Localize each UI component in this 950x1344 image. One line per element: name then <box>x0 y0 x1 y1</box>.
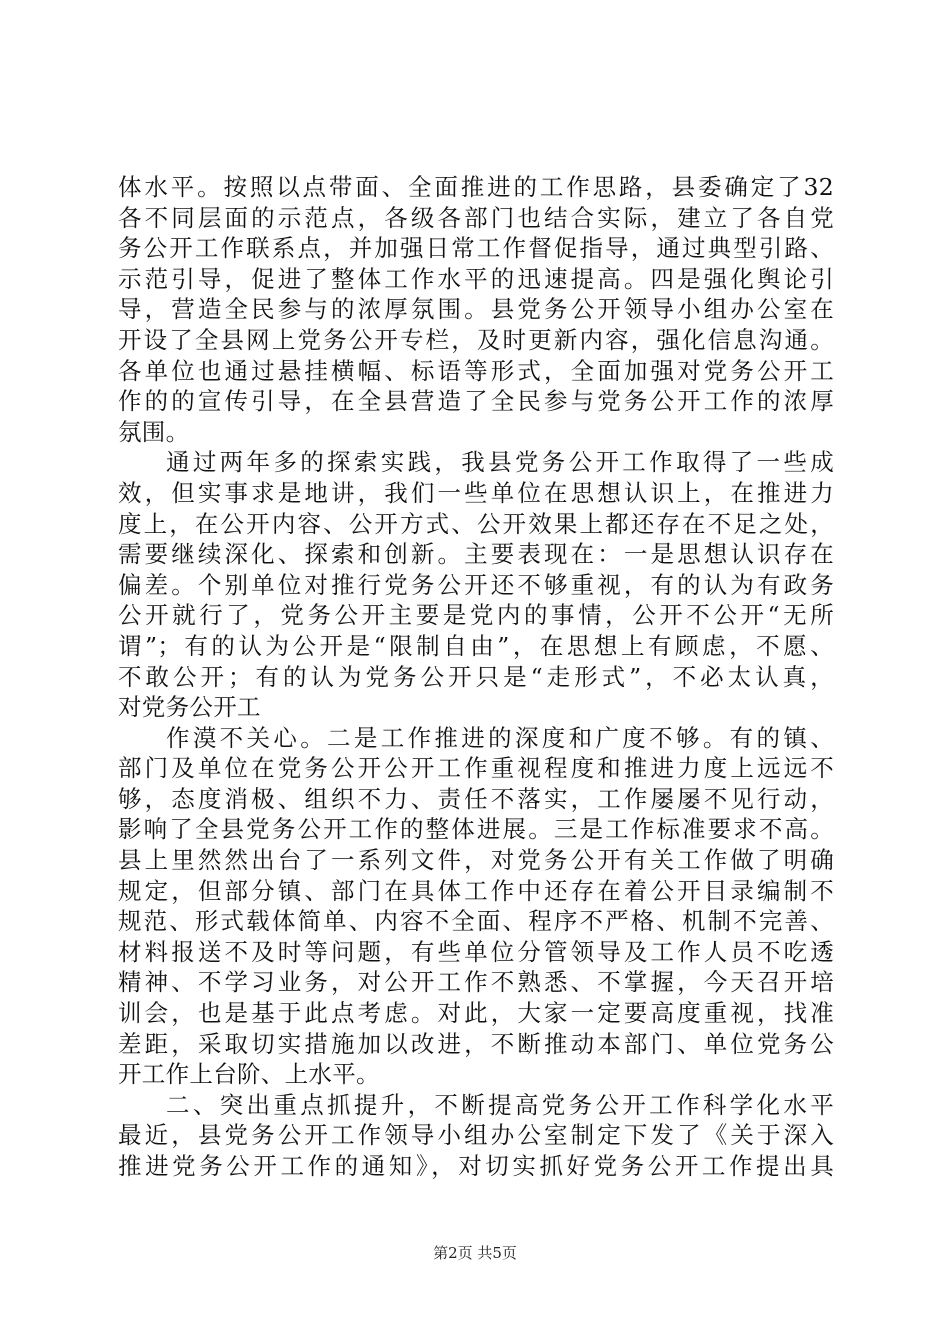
text-line: 作漠不关心。二是工作推进的深度和广度不够。有的镇、 <box>166 723 834 752</box>
text-line: 影响了全县党务公开工作的整体进展。三是工作标准要求不高。 <box>118 815 834 844</box>
text-line: 规范、形式载体简单、内容不全面、程序不严格、机制不完善、 <box>118 907 834 936</box>
text-line: 训会，也是基于此点考虑。对此，大家一定要高度重视，找准 <box>118 999 834 1028</box>
page-footer: 第2页 共5页 <box>433 1244 517 1262</box>
text-line: 不敢公开；有的认为党务公开只是“走形式”，不必太认真， <box>118 662 834 691</box>
text-line: 差距，采取切实措施加以改进，不断推动本部门、单位党务公 <box>118 1029 834 1058</box>
text-line: 精神、不学习业务，对公开工作不熟悉、不掌握，今天召开培 <box>118 968 834 997</box>
text-line: 氛围。 <box>118 417 190 446</box>
text-line: 导，营造全民参与的浓厚氛围。县党务公开领导小组办公室在 <box>118 295 834 324</box>
text-line: 务公开工作联系点，并加强日常工作督促指导，通过典型引路、 <box>118 234 834 263</box>
text-line: 开工作上台阶、上水平。 <box>118 1060 380 1089</box>
body-text <box>118 172 834 1182</box>
text-line: 示范引导，促进了整体工作水平的迅速提高。四是强化舆论引 <box>118 264 834 293</box>
text-line: 够，态度消极、组织不力、责任不落实，工作屡屡不见行动， <box>118 784 834 813</box>
text-line: 各不同层面的示范点，各级各部门也结合实际，建立了各自党 <box>118 203 834 232</box>
text-line: 对党务公开工 <box>118 693 261 722</box>
text-line: 各单位也通过悬挂横幅、标语等形式，全面加强对党务公开工 <box>118 356 834 385</box>
text-line: 通过两年多的探索实践，我县党务公开工作取得了一些成 <box>166 448 834 477</box>
text-line: 谓”；有的认为公开是“限制自由”，在思想上有顾虑，不愿、 <box>118 631 834 660</box>
text-line: 度上，在公开内容、公开方式、公开效果上都还存在不足之处， <box>118 509 834 538</box>
text-line: 偏差。个别单位对推行党务公开还不够重视，有的认为有政务 <box>118 570 834 599</box>
text-line: 需要继续深化、探索和创新。主要表现在：一是思想认识存在 <box>118 540 834 569</box>
text-line: 体水平。按照以点带面、全面推进的工作思路，县委确定了32 <box>118 173 834 201</box>
text-line: 效，但实事求是地讲，我们一些单位在思想认识上，在推进力 <box>118 478 834 507</box>
text-line: 作的的宣传引导，在全县营造了全民参与党务公开工作的浓厚 <box>118 387 834 416</box>
text-line: 县上里然然出台了一系列文件，对党务公开有关工作做了明确 <box>118 846 834 875</box>
text-line: 材料报送不及时等问题，有些单位分管领导及工作人员不吃透 <box>118 937 834 966</box>
text-line: 部门及单位在党务公开公开工作重视程度和推进力度上远远不 <box>118 754 834 783</box>
text-line: 公开就行了，党务公开主要是党内的事情，公开不公开“无所 <box>118 601 834 630</box>
text-line: 最近，县党务公开工作领导小组办公室制定下发了《关于深入 <box>118 1121 834 1150</box>
text-line: 推进党务公开工作的通知》，对切实抓好党务公开工作提出具 <box>118 1152 834 1180</box>
text-line: 规定，但部分镇、部门在具体工作中还存在着公开目录编制不 <box>118 876 834 905</box>
text-line: 开设了全县网上党务公开专栏，及时更新内容，强化信息沟通。 <box>118 325 834 354</box>
text-line: 二、突出重点抓提升，不断提高党务公开工作科学化水平 <box>166 1090 834 1119</box>
